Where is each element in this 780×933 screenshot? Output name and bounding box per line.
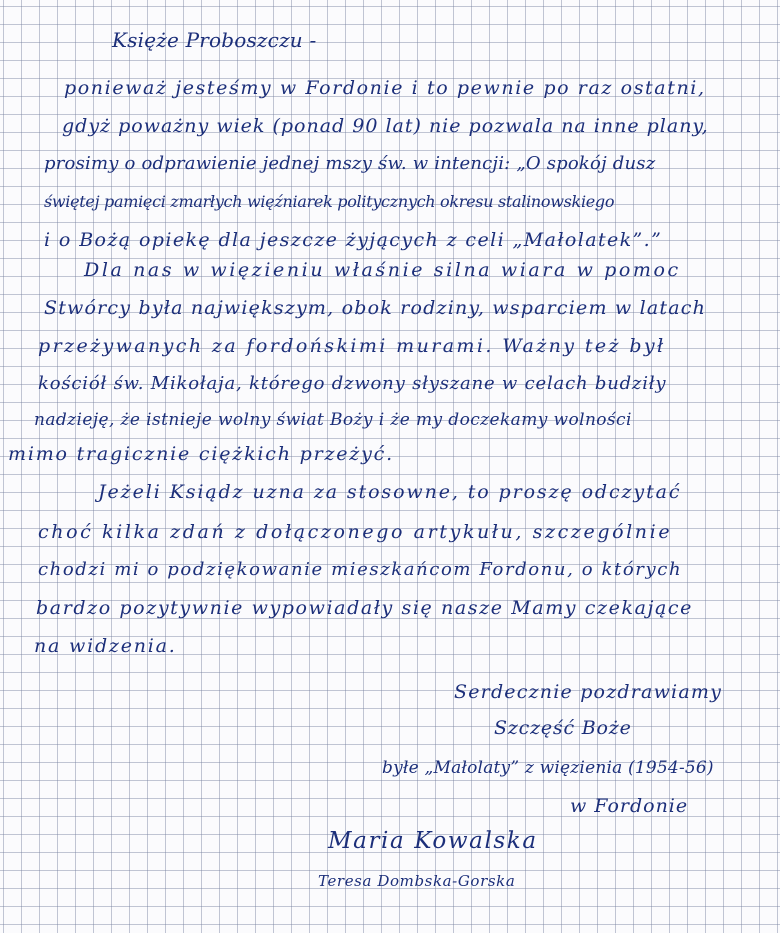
letter-line: kościół św. Mikołaja, którego dzwony słyszane w celach budziły — [38, 373, 667, 394]
letter-line: Stwórcy była największym, obok rodziny, wsparciem w latach — [44, 297, 707, 319]
signature-second-handwritten: Teresa Dombska-Gorska — [318, 872, 516, 890]
letter-line: prosimy o odprawienie jednej mszy św. w intencji: „O spokój dusz — [44, 153, 656, 174]
closing-place: w Fordonie — [570, 795, 689, 817]
letter-line: mimo tragicznie ciężkich przeżyć. — [8, 443, 394, 465]
letter-line: Jeżeli Ksiądz uzna za stosowne, to proszę odczytać — [98, 481, 682, 503]
letter-line: i o Bożą opiekę dla jeszcze żyjących z celi „Małolatek”.” — [44, 229, 663, 251]
signature-handwritten: Maria Kowalska — [328, 828, 538, 854]
letter-line: świętej pamięci zmarłych więźniarek politycznych okresu stalinowskiego — [44, 192, 615, 211]
letter-line: gdyż poważny wiek (ponad 90 lat) nie pozwala na inne plany, — [62, 115, 709, 137]
closing-group: byłe „Małolaty” z więzienia (1954-56) — [382, 758, 714, 778]
letter-line: przeżywanych za fordońskimi murami. Ważny też był — [38, 335, 666, 357]
letter-line: bardzo pozytywnie wypowiadały się nasze Mamy czekające — [36, 597, 694, 619]
letter-line: nadzieję, że istnieje wolny świat Boży i że my doczekamy wolności — [34, 410, 632, 430]
letter-line: choć kilka zdań z dołączonego artykułu, szczególnie — [38, 521, 673, 543]
letter-line: ponieważ jesteśmy w Fordonie i to pewnie po raz ostatni, — [64, 77, 706, 99]
salutation: Księże Proboszczu - — [112, 28, 317, 52]
closing-greeting: Serdecznie pozdrawiamy — [454, 681, 723, 703]
letter-line: na widzenia. — [34, 635, 177, 657]
letter-line: Dla nas w więzieniu właśnie silna wiara w pomoc — [84, 259, 681, 281]
closing-blessing: Szczęść Boże — [494, 717, 632, 739]
letter-line: chodzi mi o podziękowanie mieszkańcom Fordonu, o których — [38, 559, 683, 580]
